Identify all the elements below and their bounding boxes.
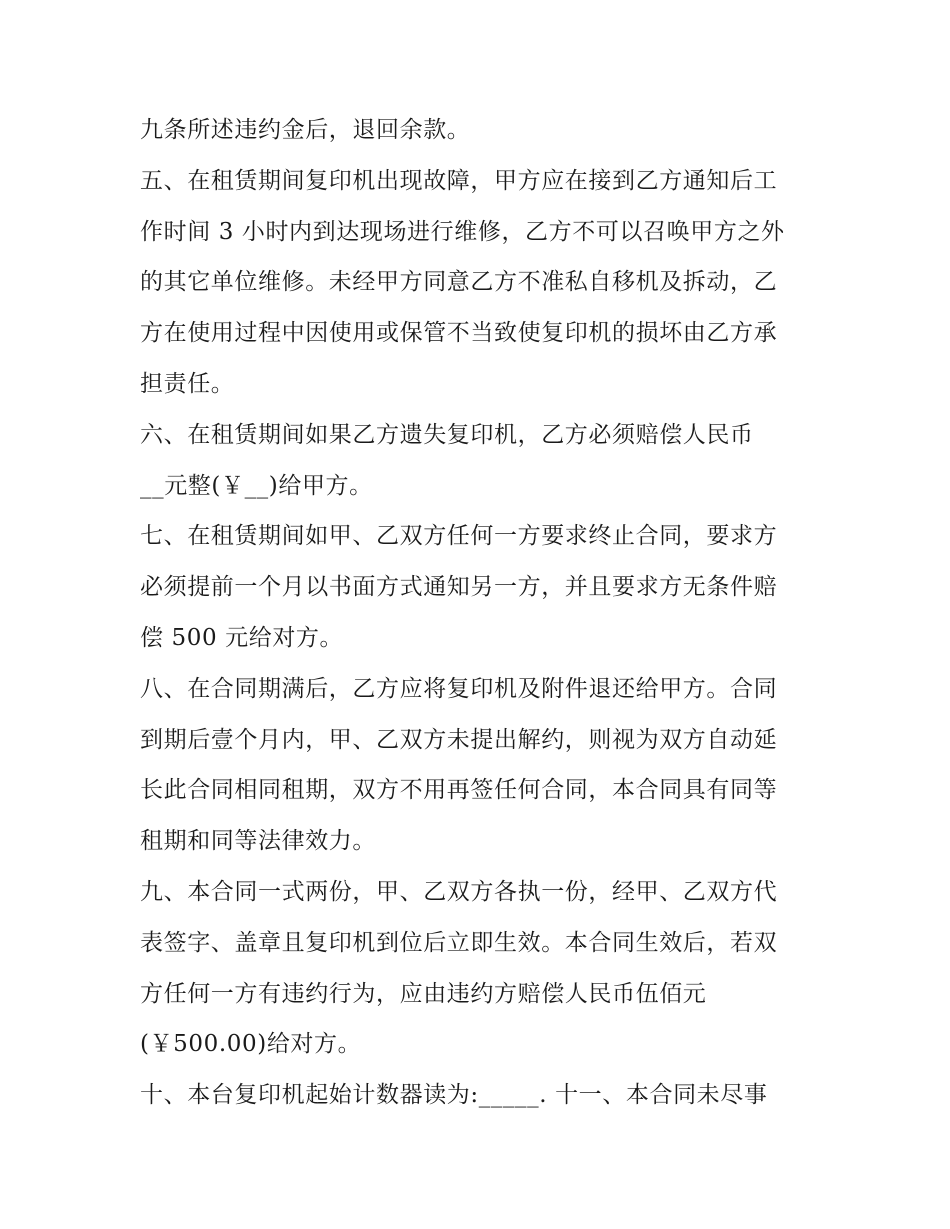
text-line: __元整(￥__)给甲方。 xyxy=(140,472,373,499)
text-line: 的其它单位维修。未经甲方同意乙方不准私自移机及拆动，乙 xyxy=(140,269,778,296)
text-line: 八、在合同期满后，乙方应将复印机及附件退还给甲方。合同 xyxy=(140,675,778,702)
text-line: 六、在租赁期间如果乙方遗失复印机，乙方必须赔偿人民币 xyxy=(140,421,754,448)
text-line: (￥500.00)给对方。 xyxy=(140,1031,362,1058)
text-line: 七、在租赁期间如甲、乙双方任何一方要求终止合同，要求方 xyxy=(140,523,778,550)
text-line: 担责任。 xyxy=(140,370,235,397)
text-line: 表签字、盖章且复印机到位后立即生效。本合同生效后，若双 xyxy=(140,929,778,956)
text-line: 偿 500 元给对方。 xyxy=(140,624,344,651)
text-line: 九条所述违约金后，退回余款。 xyxy=(140,117,471,143)
text-line: 五、在租赁期间复印机出现故障，甲方应在接到乙方通知后工 xyxy=(140,167,778,194)
text-line: 到期后壹个月内，甲、乙双方未提出解约，则视为双方自动延 xyxy=(140,726,778,753)
text-line: 作时间 3 小时内到达现场进行维修，乙方不可以召唤甲方之外 xyxy=(140,218,785,245)
text-line: 长此合同相同租期，双方不用再签任何合同，本合同具有同等 xyxy=(140,777,778,804)
text-line: 九、本合同一式两份，甲、乙双方各执一份，经甲、乙双方代 xyxy=(140,878,778,905)
contract-body xyxy=(140,105,820,1121)
text-line: 方在使用过程中因使用或保管不当致使复印机的损坏由乙方承 xyxy=(140,320,778,347)
text-line: 必须提前一个月以书面方式通知另一方，并且要求方无条件赔 xyxy=(140,574,778,601)
text-line: 方任何一方有违约行为，应由违约方赔偿人民币伍佰元 xyxy=(140,980,707,1007)
text-line: 租期和同等法律效力。 xyxy=(140,828,376,855)
text-line: 十、本台复印机起始计数器读为:_____. 十一、本合同未尽事 xyxy=(140,1082,768,1109)
